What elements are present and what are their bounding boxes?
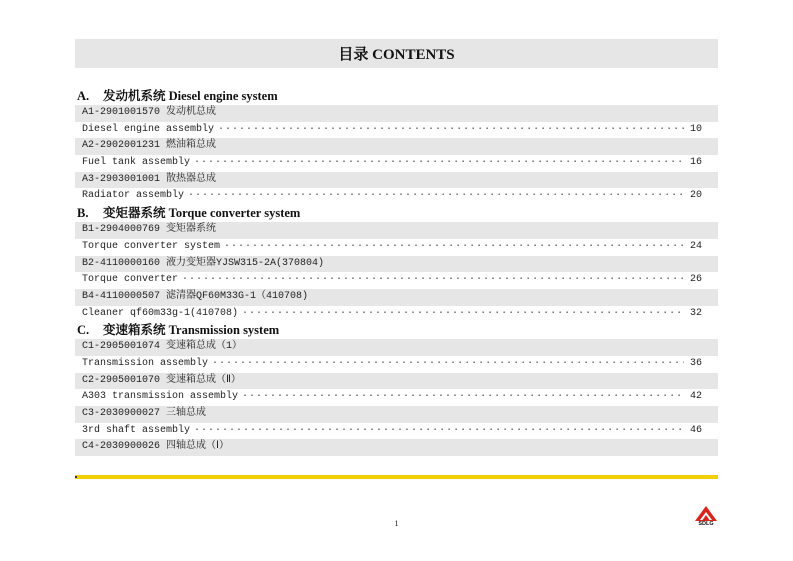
entry-name-row[interactable]: [75, 188, 718, 205]
entry-page: 16: [689, 157, 702, 169]
entry-name-row[interactable]: [75, 122, 718, 139]
entry-page: 46: [689, 424, 702, 436]
entry-code-row[interactable]: [75, 439, 718, 456]
dot-leader: [242, 306, 684, 323]
entry-code-row[interactable]: [75, 172, 718, 189]
entry-name: Torque converter: [82, 274, 179, 286]
dot-leader: [242, 389, 684, 406]
entry-code: A3-2903001001 散热器总成: [82, 173, 217, 185]
section-letter: C.: [77, 323, 90, 338]
entry-name: Radiator assembly: [82, 190, 185, 202]
dot-leader: [194, 423, 684, 440]
sdlg-logo: [693, 505, 719, 529]
dot-leader: [182, 272, 684, 289]
entry-name: Torque converter system: [82, 240, 221, 252]
entry-code-row[interactable]: [75, 373, 718, 390]
section-heading: 变速箱系统 Transmission system: [103, 323, 280, 338]
dot-leader: [194, 155, 684, 172]
section-title-c: [75, 322, 718, 339]
section-heading: 变矩器系统 Torque converter system: [103, 206, 301, 221]
contents-header: [75, 39, 718, 68]
entry-name-row[interactable]: [75, 356, 718, 373]
logo-text: SDLG: [698, 521, 714, 527]
section-letter: A.: [77, 89, 90, 103]
dot-leader: [188, 188, 684, 205]
dot-leader: [224, 239, 684, 256]
entry-name: A303 transmission assembly: [82, 391, 239, 403]
entry-code-row[interactable]: [75, 256, 718, 273]
page-number: 1: [394, 519, 399, 528]
entry-code: A2-2902001231 燃油箱总成: [82, 140, 217, 152]
entry-name-row[interactable]: [75, 239, 718, 256]
entry-code: C2-2905001070 变速箱总成（Ⅱ）: [82, 374, 241, 386]
entry-page: 24: [689, 240, 702, 252]
entry-name-row[interactable]: [75, 272, 718, 289]
entry-page: 42: [689, 391, 702, 403]
entry-code: C1-2905001074 变速箱总成（1）: [82, 341, 243, 353]
entry-code: B2-4110000160 液力变矩器YJSW315-2A(370804): [82, 257, 325, 269]
dot-leader: [218, 122, 684, 139]
entry-name: 3rd shaft assembly: [82, 424, 191, 436]
entry-page: 26: [689, 274, 702, 286]
contents-title: 目录 CONTENTS: [338, 47, 455, 63]
entry-code: C3-2030900027 三轴总成: [82, 408, 207, 419]
entry-name: Diesel engine assembly: [82, 123, 215, 135]
footer-accent-bar: [75, 475, 718, 479]
entry-name-row[interactable]: [75, 389, 718, 406]
section-heading: 发动机系统 Diesel engine system: [103, 89, 278, 103]
entry-code-row[interactable]: [75, 406, 718, 423]
entry-page: 32: [689, 307, 702, 319]
entry-name-row[interactable]: [75, 155, 718, 172]
section-title-b: [75, 205, 718, 222]
entry-page: 20: [689, 190, 702, 202]
entry-code-row[interactable]: [75, 222, 718, 239]
entry-code-row[interactable]: [75, 138, 718, 155]
entry-name-row[interactable]: [75, 306, 718, 323]
entry-name: Fuel tank assembly: [82, 157, 191, 169]
section-title-a: [75, 88, 718, 105]
entry-code-row[interactable]: [75, 339, 718, 356]
entry-code-row[interactable]: [75, 289, 718, 306]
entry-page: 10: [689, 123, 702, 135]
entry-code: C4-2030900026 四轴总成（Ⅰ）: [82, 441, 229, 453]
entry-name: Cleaner qf60m33g-1(410708): [82, 307, 239, 319]
table-of-contents: [75, 88, 718, 456]
dot-leader: [212, 356, 684, 373]
section-letter: B.: [77, 206, 89, 221]
entry-name: Transmission assembly: [82, 357, 209, 369]
entry-page: 36: [689, 357, 702, 369]
entry-code: B4-4110000507 滤清器QF60M33G-1（410708): [82, 290, 309, 302]
entry-name-row[interactable]: [75, 423, 718, 440]
entry-code: B1-2904000769 变矩器系统: [82, 224, 217, 236]
corner-mark: [75, 476, 77, 478]
entry-code-row[interactable]: [75, 105, 718, 122]
entry-code: A1-2901001570 发动机总成: [82, 107, 217, 118]
